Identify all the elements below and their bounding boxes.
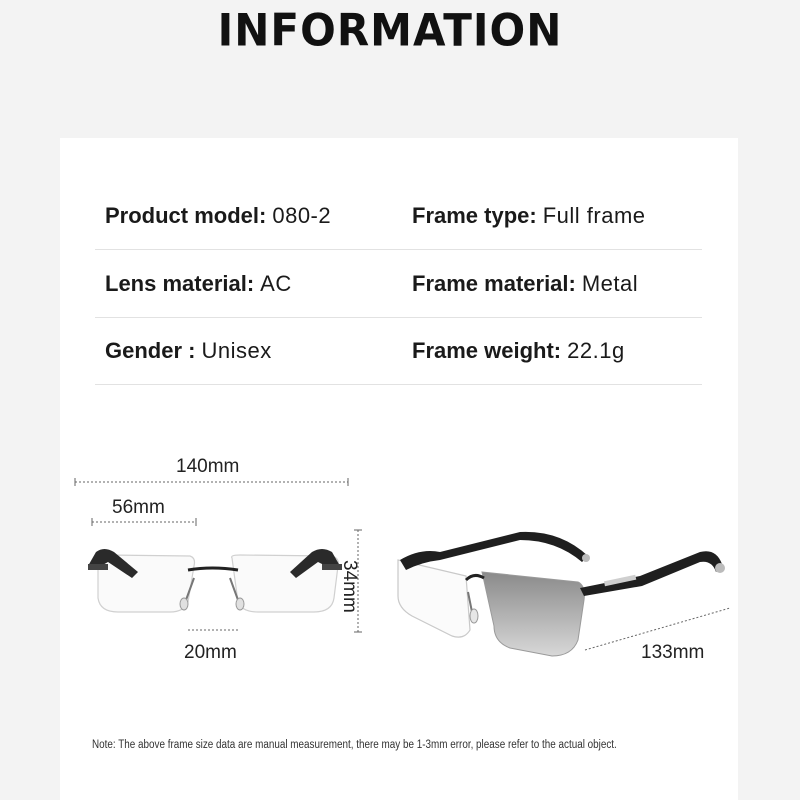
spec-label: Lens material: <box>105 271 255 296</box>
bridge-width-label: 20mm <box>184 642 237 663</box>
total-width-label: 140mm <box>176 456 240 477</box>
spec-value: 080-2 <box>272 203 332 228</box>
lens-height-label: 34mm <box>339 560 360 613</box>
spec-value: Unisex <box>201 338 272 363</box>
page-title: INFORMATION <box>217 4 563 57</box>
side-view-glasses <box>398 532 725 656</box>
spec-label: Gender : <box>105 338 196 363</box>
spec-label: Product model: <box>105 203 267 228</box>
spec-value: AC <box>260 271 292 296</box>
measurement-note: Note: The above frame size data are manual measurement, there may be 1-3mm error, please refer to the actual object. <box>92 739 617 751</box>
spec-label: Frame weight: <box>412 338 562 363</box>
spec-value: Metal <box>581 271 639 296</box>
spec-value: 22.1g <box>567 338 625 363</box>
spec-label: Frame type: <box>412 203 537 228</box>
spec-value: Full frame <box>542 203 646 228</box>
front-view-glasses <box>88 549 342 612</box>
spec-label: Frame material: <box>412 271 576 296</box>
temple-length-label: 133mm <box>641 642 705 663</box>
lens-width-label: 56mm <box>112 497 165 518</box>
